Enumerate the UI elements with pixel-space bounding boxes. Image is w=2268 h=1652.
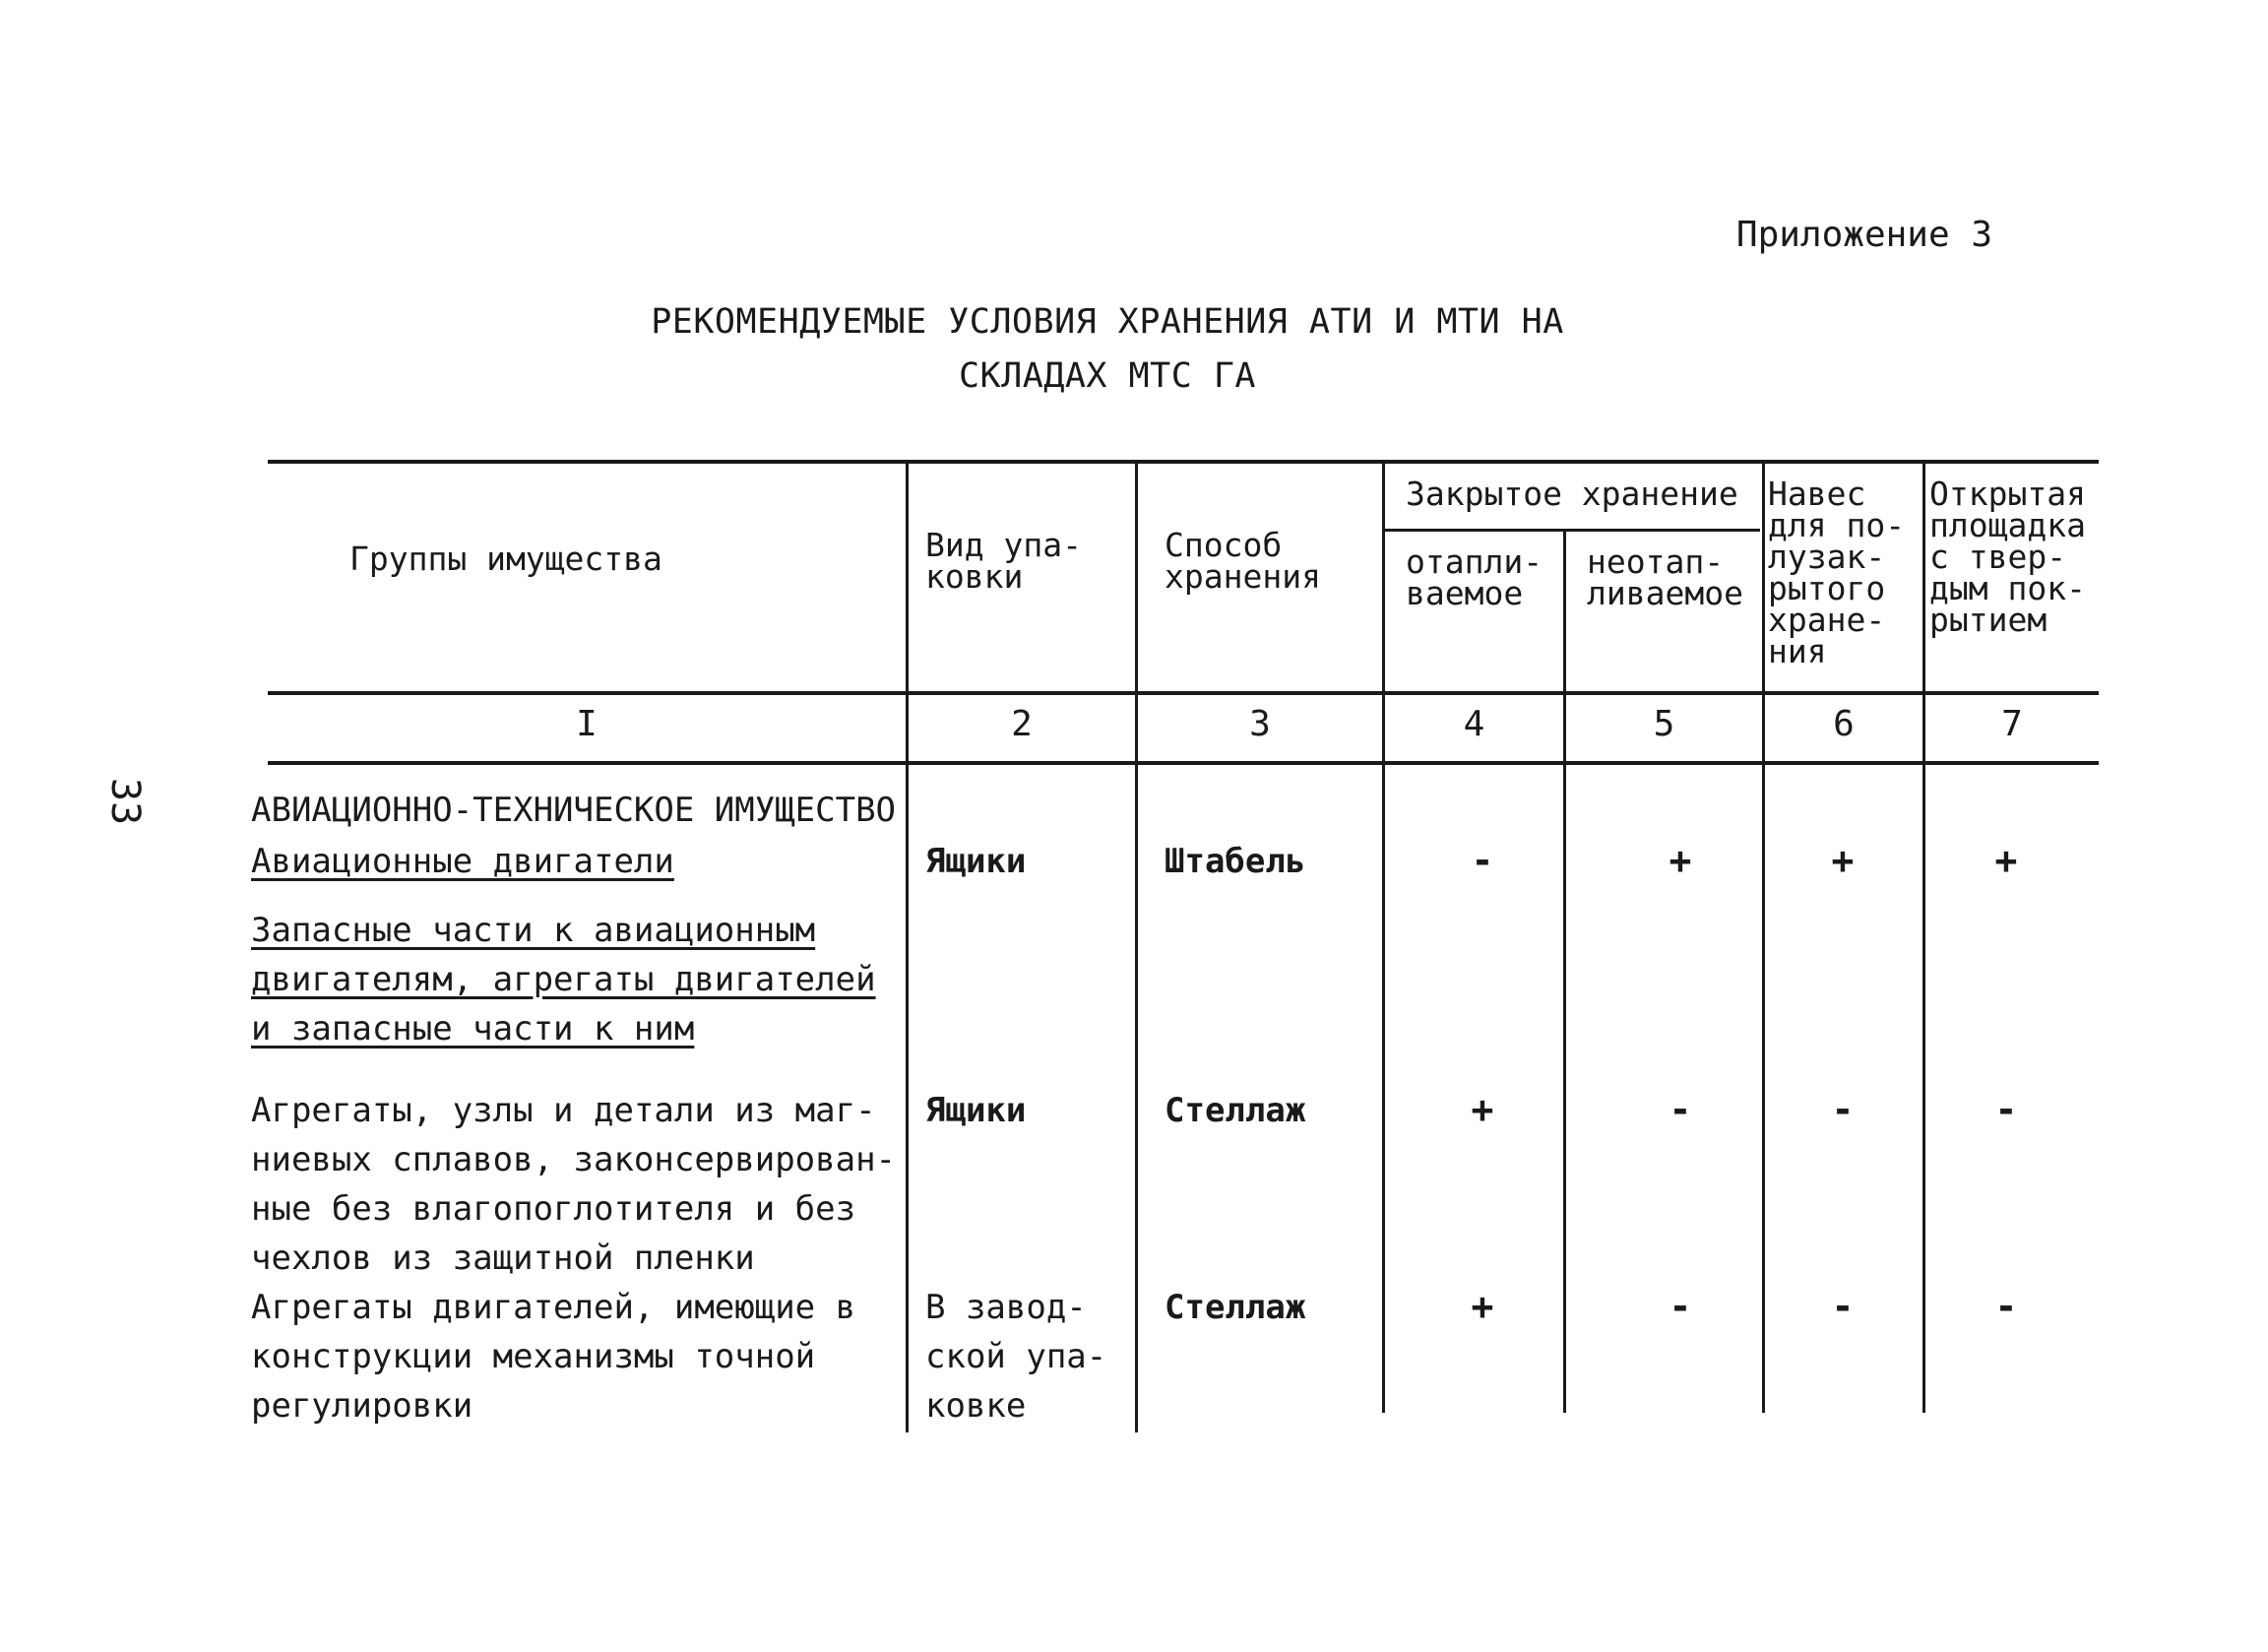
- row-packaging: Ящики: [925, 1091, 1027, 1130]
- mark-canopy: +: [1831, 839, 1855, 882]
- row-group: Агрегаты двигателей, имеющие в конструкции механизмы точной регулировки: [251, 1288, 856, 1426]
- mark-unheated: +: [1669, 839, 1692, 882]
- column-divider-1: [906, 463, 909, 1432]
- header-heated: отапли- ваемое: [1406, 542, 1544, 612]
- row-group: Запасные части к авиационным двигателям, агрегаты двигателей и запасные части к ним: [251, 911, 876, 1048]
- mark-canopy: -: [1831, 1285, 1855, 1328]
- header-open-area: Открытая площадка с твер- дым пок- рытием: [1929, 475, 2086, 639]
- column-divider-2: [1135, 463, 1138, 1432]
- title-line-1: РЕКОМЕНДУЕМЫЕ УСЛОВИЯ ХРАНЕНИЯ АТИ И МТИ НА: [651, 302, 1564, 342]
- section-title: АВИАЦИОННО-ТЕХНИЧЕСКОЕ ИМУЩЕСТВО: [251, 791, 897, 830]
- appendix-label: Приложение 3: [1735, 215, 1992, 255]
- page-number: 33: [102, 778, 148, 826]
- header-closed-storage: Закрытое хранение: [1406, 475, 1738, 513]
- mark-open-area: -: [1994, 1088, 2018, 1131]
- row-method: Стеллаж: [1165, 1091, 1306, 1130]
- header-bottom-rule: [268, 691, 2099, 695]
- column-number-7: 7: [2001, 704, 2023, 744]
- column-number-3: 3: [1249, 704, 1271, 744]
- column-number-5: 5: [1653, 704, 1675, 744]
- column-number-2: 2: [1011, 704, 1033, 744]
- column-number-6: 6: [1833, 704, 1855, 744]
- column-number-4: 4: [1463, 704, 1485, 744]
- mark-unheated: -: [1669, 1088, 1692, 1131]
- column-number-1: I: [576, 704, 598, 744]
- header-property-groups: Группы имущества: [349, 540, 662, 578]
- header-packaging-type: Вид упа- ковки: [925, 526, 1082, 596]
- mark-unheated: -: [1669, 1285, 1692, 1328]
- title-line-2: СКЛАДАХ МТС ГА: [958, 356, 1256, 396]
- mark-heated: +: [1471, 1088, 1494, 1131]
- column-divider-6: [1922, 463, 1925, 1413]
- row-packaging: В завод- ской упа- ковке: [925, 1288, 1107, 1426]
- row-method: Стеллаж: [1165, 1288, 1306, 1327]
- mark-heated: -: [1471, 839, 1494, 882]
- column-divider-4: [1563, 532, 1566, 1413]
- mark-heated: +: [1471, 1285, 1494, 1328]
- column-divider-5: [1762, 463, 1765, 1413]
- row-method: Штабель: [1165, 842, 1306, 881]
- table-top-rule: [268, 460, 2099, 464]
- closed-storage-subrule: [1382, 529, 1760, 532]
- column-numbers-bottom-rule: [268, 761, 2099, 765]
- row-group: Агрегаты, узлы и детали из маг- ниевых сплавов, законсервирован- ные без влагопоглотителя и без чехлов из защитной пленки: [251, 1091, 897, 1278]
- column-divider-3: [1382, 463, 1385, 1413]
- mark-open-area: +: [1994, 839, 2018, 882]
- header-unheated: неотап- ливаемое: [1587, 542, 1743, 612]
- document-title: [541, 295, 1673, 404]
- row-packaging: Ящики: [925, 842, 1027, 881]
- header-canopy: Навес для по- лузак- рытого хране- ния: [1768, 475, 1906, 670]
- mark-canopy: -: [1831, 1088, 1855, 1131]
- mark-open-area: -: [1994, 1285, 2018, 1328]
- row-group: Авиационные двигатели: [251, 842, 674, 881]
- header-storage-method: Способ хранения: [1165, 526, 1321, 596]
